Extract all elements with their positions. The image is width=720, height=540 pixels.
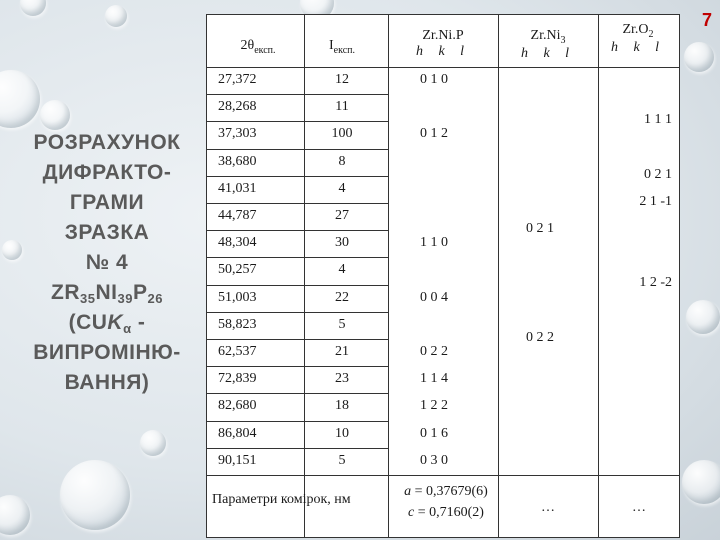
water-drop-decoration: [60, 460, 130, 530]
hkl-label: h k l: [520, 45, 576, 61]
header-two-theta: $2\theta_{експ.}$: [240, 38, 276, 56]
page-number: 7: [701, 10, 712, 30]
cell-i: 30: [335, 235, 349, 251]
radiation-line: ВИПРОМІНЮ-: [33, 341, 181, 364]
header-intensity: $I_{експ.}$: [328, 38, 355, 56]
cell-zrnip: 0 1 2: [420, 126, 448, 142]
grid-line: [206, 421, 388, 422]
cell-zrni3: 0 2 2: [526, 329, 554, 345]
cell-theta: 51,003: [218, 289, 257, 305]
radiation-line: ВАННЯ): [64, 371, 150, 394]
cell-zrnip: 0 2 2: [420, 344, 448, 359]
cell-i: 22: [335, 289, 349, 305]
cell-i: 21: [335, 344, 349, 359]
sample-formula: $ZR_{35}NI_{39}P_{26}$: [51, 281, 163, 306]
grid-line: [388, 14, 389, 538]
water-drop-decoration: [40, 100, 70, 130]
zrni3-params: …: [541, 500, 555, 515]
cell-theta: 37,303: [218, 126, 257, 142]
grid-line: [206, 339, 388, 340]
cell-i: 5: [338, 452, 346, 468]
cell-i: 12: [335, 72, 349, 87]
cell-i: 10: [335, 425, 349, 441]
cell-theta: 28,268: [218, 99, 257, 115]
cell-theta: 50,257: [218, 262, 257, 278]
grid-line: [206, 312, 388, 313]
cell-i: 4: [338, 180, 346, 196]
cell-zrnip: 0 0 4: [420, 289, 448, 305]
grid-line: [206, 537, 680, 538]
grid-line: [206, 448, 388, 449]
water-drop-decoration: [686, 300, 720, 334]
water-drop-decoration: [682, 460, 720, 504]
grid-line: [206, 230, 388, 231]
grid-line: [206, 14, 207, 538]
water-drop-decoration: [140, 430, 166, 456]
cell-theta: 48,304: [218, 235, 257, 251]
cell-i: 100: [331, 126, 353, 142]
diffraction-table: [206, 14, 680, 538]
cell-zro2: 0 2 1: [644, 166, 672, 182]
cell-theta: 58,823: [218, 316, 257, 332]
cell-zrnip: 1 2 2: [420, 398, 448, 414]
cell-param-a: a = 0,37679(6): [404, 484, 488, 499]
cell-theta: 38,680: [218, 153, 257, 169]
cell-zro2: 2 1 -1: [639, 193, 672, 209]
water-drop-decoration: [684, 42, 714, 72]
cell-zrnip: 0 1 6: [420, 425, 448, 441]
water-drop-decoration: [105, 5, 127, 27]
grid-line: [206, 366, 388, 367]
cell-zrni3: 0 2 1: [526, 221, 554, 236]
title-line: ЗРАЗКА: [64, 221, 150, 244]
cell-zrnip: 1 1 0: [420, 235, 448, 251]
grid-line: [206, 176, 388, 177]
grid-line: [206, 149, 388, 150]
cell-i: 4: [338, 262, 346, 278]
header-zrni3: $Zr.Ni_3$ h k l: [498, 28, 598, 62]
title-line: ГРАМИ: [69, 191, 145, 214]
grid-line: [206, 121, 388, 122]
grid-line: [206, 285, 388, 286]
cell-zrnip: 0 3 0: [420, 452, 448, 468]
hkl-label: h k l: [610, 39, 666, 55]
grid-line: [206, 475, 680, 476]
cell-theta: 44,787: [218, 208, 257, 223]
hkl-label: h k l: [415, 44, 471, 59]
cell-i: 18: [335, 398, 349, 414]
grid-line: [206, 94, 388, 95]
cell-theta: 72,839: [218, 371, 257, 387]
radiation-line: ($CUK_\alpha$ -: [68, 311, 146, 336]
cell-theta: 27,372: [218, 72, 257, 87]
grid-line: [206, 67, 680, 68]
cell-param-c: c = 0,7160(2): [408, 505, 484, 520]
grid-line: [498, 14, 499, 538]
cell-theta: 90,151: [218, 452, 257, 468]
grid-line: [206, 393, 388, 394]
cell-zrnip: 1 1 4: [420, 371, 448, 387]
header-zro2: $Zr.O_2$ h k l: [598, 22, 678, 56]
cell-i: 5: [338, 316, 346, 332]
cell-i: 11: [335, 99, 349, 115]
grid-line: [206, 257, 388, 258]
cell-theta: 41,031: [218, 180, 257, 196]
grid-line: [206, 203, 388, 204]
sample-number: № 4: [85, 251, 129, 274]
cell-zro2: 1 1 1: [644, 112, 672, 128]
cell-theta: 62,537: [218, 344, 257, 359]
zro2-params: …: [632, 500, 646, 515]
cell-i: 8: [338, 153, 346, 169]
title-line: РОЗРАХУНОК: [33, 131, 181, 154]
cell-zrnip: 0 1 0: [420, 72, 448, 87]
grid-line: [206, 14, 680, 15]
cell-i: 23: [335, 371, 349, 387]
header-zrnip: Zr.Ni.P h k l: [388, 28, 498, 60]
title-line: ДИФРАКТО-: [42, 161, 172, 184]
cell-theta: 82,680: [218, 398, 257, 414]
cell-i: 27: [335, 208, 349, 223]
cell-zro2: 1 2 -2: [639, 275, 672, 291]
slide-title: [18, 128, 196, 398]
cell-params-label: Параметри комірок, нм: [212, 492, 351, 507]
cell-theta: 86,804: [218, 425, 257, 441]
